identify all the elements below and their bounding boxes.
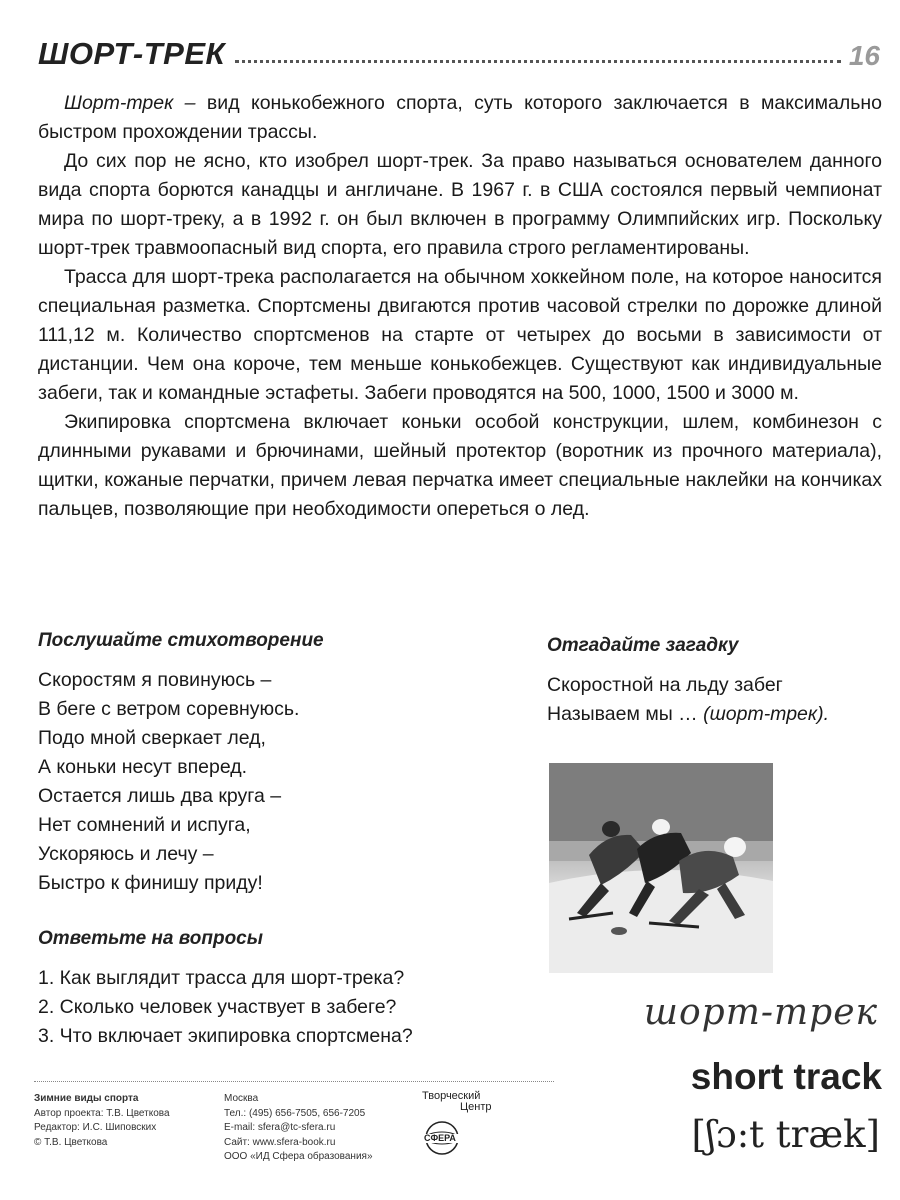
- poem-line: Быстро к финишу приду!: [38, 872, 263, 894]
- poem-heading: Послушайте стихотворение: [38, 630, 324, 651]
- questions-block: [38, 928, 538, 1051]
- poem-line: В беге с ветром соревнуюсь.: [38, 698, 300, 720]
- logo-brand: СФЕРА: [424, 1133, 456, 1143]
- footer-credits: [34, 1092, 170, 1150]
- poem-line: Ускоряюсь и лечу –: [38, 843, 214, 865]
- poem-line: Нет сомнений и испуга,: [38, 814, 251, 836]
- poem-line: Остается лишь два круга –: [38, 785, 282, 807]
- logo-line-2: Центр: [460, 1101, 492, 1113]
- page-title: ШОРТ-ТРЕК: [38, 36, 226, 71]
- footer-divider: [34, 1081, 554, 1082]
- poem-line: Скоростям я повинуюсь –: [38, 669, 272, 691]
- questions-heading: Ответьте на вопросы: [38, 928, 263, 949]
- logo-line-1: Творческий: [422, 1090, 481, 1102]
- header-dotted-leader: [235, 60, 841, 63]
- footer-series: Зимние виды спорта: [34, 1093, 139, 1104]
- footer-city: Москва: [224, 1093, 259, 1104]
- riddle-line-1: Скоростной на льду забег: [547, 674, 783, 696]
- page-header: [38, 28, 880, 72]
- intro-term: Шорт-трек –: [64, 92, 196, 114]
- footer-author: Автор проекта: Т.В. Цветкова: [34, 1107, 170, 1119]
- question-item: 1. Как выглядит трасса для шорт-трека?: [38, 967, 405, 989]
- footer-editor: Редактор: И.С. Шиповских: [34, 1122, 157, 1133]
- word-english: short track: [690, 1056, 882, 1097]
- word-script-russian: шорт-трек: [643, 992, 878, 1033]
- short-track-skaters-photo: [549, 763, 773, 973]
- poem-lines: [38, 666, 508, 898]
- footer-email: E-mail: sfera@tc-sfera.ru: [224, 1122, 336, 1133]
- intro-paragraph-1: [38, 89, 882, 147]
- footer-contacts: [224, 1092, 373, 1165]
- intro-paragraph-1-rest: вид конькобежного спорта, суть которого заключается в максимально быстром прохождении трассы.: [38, 92, 882, 143]
- riddle-lines: [547, 671, 887, 729]
- intro-text: [38, 89, 882, 524]
- questions-list: [38, 964, 538, 1051]
- riddle-block: [547, 635, 887, 729]
- sfera-logo-icon: [414, 1090, 524, 1160]
- intro-paragraph-3: Трасса для шорт-трека располагается на обычном хоккейном поле, на которое наносится специальная разметка. Спортсмены двигаются против часовой стрелки по дорожке длиной 111,12 м. Количество спортсменов на старте от четырех до восьми в зависимости от дистанции. Чем она короче, тем меньше конькобежцев. Существуют как индивидуальные забеги, так и командные эстафеты. Забеги проводятся на 500, 1000, 1500 и 3000 м.: [38, 266, 882, 404]
- intro-paragraph-2: До сих пор не ясно, кто изобрел шорт-трек. За право называться основателем данного вида спорта борются канадцы и англичане. В 1967 г. в США состоялся первый чемпионат мира по шорт-треку, а в 1992 г. он был включен в программу Олимпийских игр. Поскольку шорт-трек травмоопасный вид спорта, его правила строго регламентированы.: [38, 150, 882, 259]
- question-item: 2. Сколько человек участвует в забеге?: [38, 996, 397, 1018]
- logo-globe-icon: [414, 1090, 524, 1160]
- question-item: 3. Что включает экипировка спортсмена?: [38, 1025, 413, 1047]
- footer-tel: Тел.: (495) 656-7505, 656-7205: [224, 1107, 366, 1119]
- poem-block: [38, 630, 508, 898]
- riddle-line-2-text: Называем мы …: [547, 703, 704, 725]
- footer-site: Сайт: www.sfera-book.ru: [224, 1136, 336, 1148]
- intro-paragraph-4: Экипировка спортсмена включает коньки особой конструкции, шлем, комбинезон с длинными рукавами и брючинами, шейный протектор (воротник из прочного материала), щитки, кожаные перчатки, причем левая перчатка имеет специальные наклейки на кончиках пальцев, позволяющие при необходимости опереться о лед.: [38, 411, 882, 520]
- riddle-heading: Отгадайте загадку: [547, 635, 739, 656]
- skaters-illustration: [549, 763, 773, 973]
- riddle-answer: (шорт-трек).: [703, 703, 830, 725]
- footer-copyright: © Т.В. Цветкова: [34, 1136, 108, 1148]
- poem-line: Подо мной сверкает лед,: [38, 727, 266, 749]
- riddle-line-2: [547, 700, 887, 729]
- word-transcription: [ʃɔ:t træk]: [691, 1113, 880, 1156]
- page-number: 16: [848, 40, 880, 71]
- poem-line: А коньки несут вперед.: [38, 756, 248, 778]
- footer-publisher: ООО «ИД Сфера образования»: [224, 1151, 373, 1162]
